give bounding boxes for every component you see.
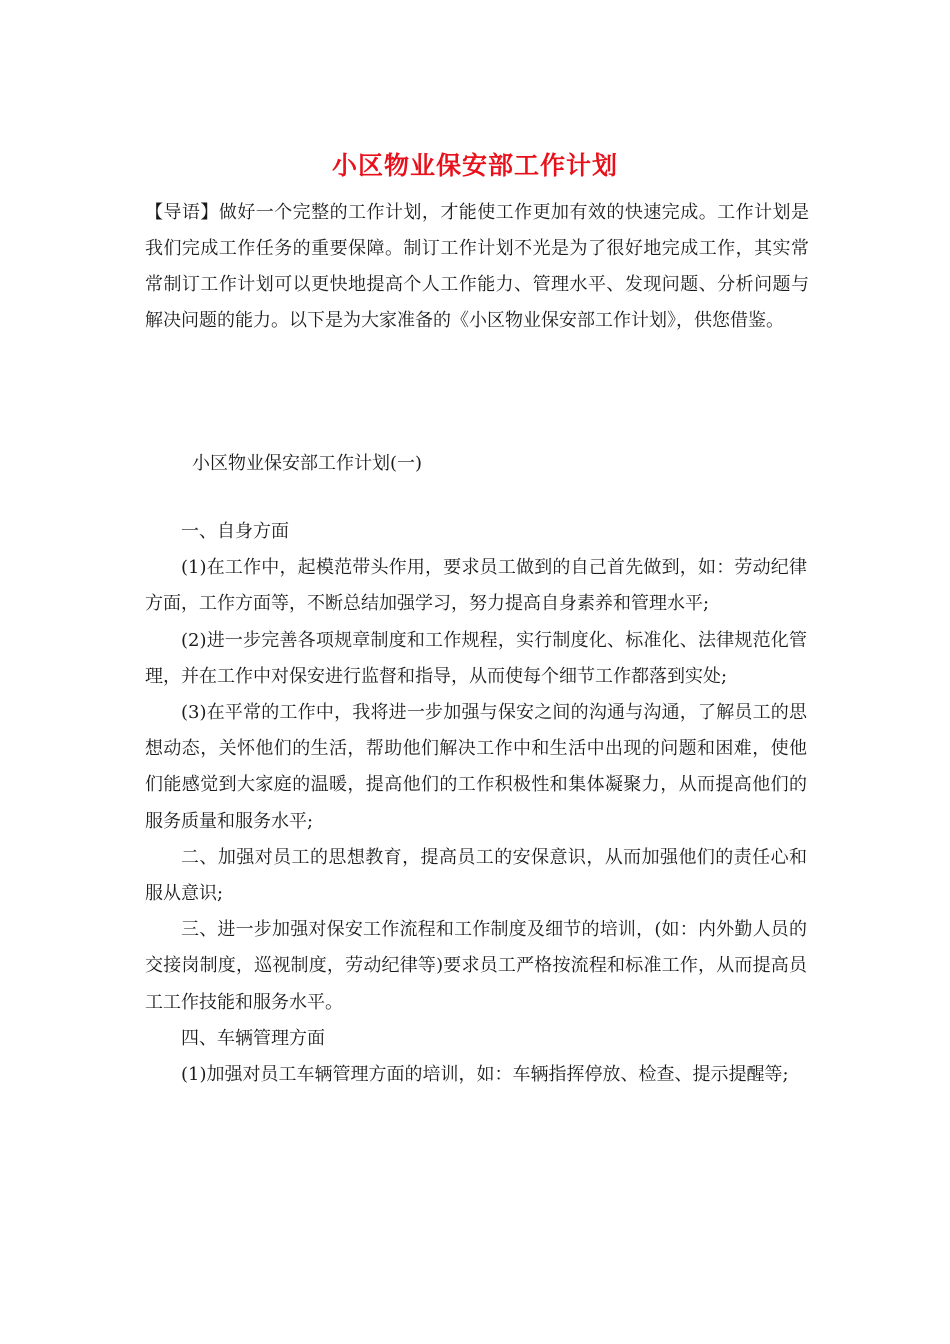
body-paragraph: (2)进一步完善各项规章制度和工作规程，实行制度化、标准化、法律规范化管理，并在工作中对保安进行监督和指导，从而使每个细节工作都落到实处; xyxy=(145,629,807,687)
intro-paragraph: 【导语】做好一个完整的工作计划，才能使工作更加有效的快速完成。工作计划是我们完成工作任务的重要保障。制订工作计划不光是为了很好地完成工作，其实常常制订工作计划可以更快地提高个人工作能力、管理水平、发现问题、分析问题与解决问题的能力。以下是为大家准备的《小区物业保安部工作计划》，供您借鉴。 xyxy=(145,202,809,331)
body-paragraph: 四、车辆管理方面 xyxy=(181,1027,325,1049)
body-paragraph: 一、自身方面 xyxy=(181,521,289,542)
document-title: 小区物业保安部工作计划 xyxy=(331,151,618,180)
document-body xyxy=(145,514,807,1093)
body-paragraph: (1)加强对员工车辆管理方面的培训，如：车辆指挥停放、检查、提示提醒等; xyxy=(181,1064,789,1086)
body-paragraph: 二、加强对员工的思想教育，提高员工的安保意识，从而加强他们的责任心和服从意识; xyxy=(145,846,807,905)
section-subtitle: 小区物业保安部工作计划(一) xyxy=(192,453,423,474)
body-paragraph: (1)在工作中，起模范带头作用，要求员工做到的自己首先做到，如：劳动纪律方面，工作方面等，不断总结加强学习，努力提高自身素养和管理水平; xyxy=(145,557,807,615)
body-paragraph: 三、进一步加强对保安工作流程和工作制度及细节的培训，(如：内外勤人员的交接岗制度，巡视制度，劳动纪律等)要求员工严格按流程和标准工作，从而提高员工工作技能和服务水平。 xyxy=(145,919,807,1013)
body-paragraph: (3)在平常的工作中，我将进一步加强与保安之间的沟通与沟通，了解员工的思想动态，关怀他们的生活，帮助他们解决工作中和生活中出现的问题和困难，使他们能感觉到大家庭的温暖，提高他们的工作积极性和集体凝聚力，从而提高他们的服务质量和服务水平; xyxy=(145,702,807,832)
